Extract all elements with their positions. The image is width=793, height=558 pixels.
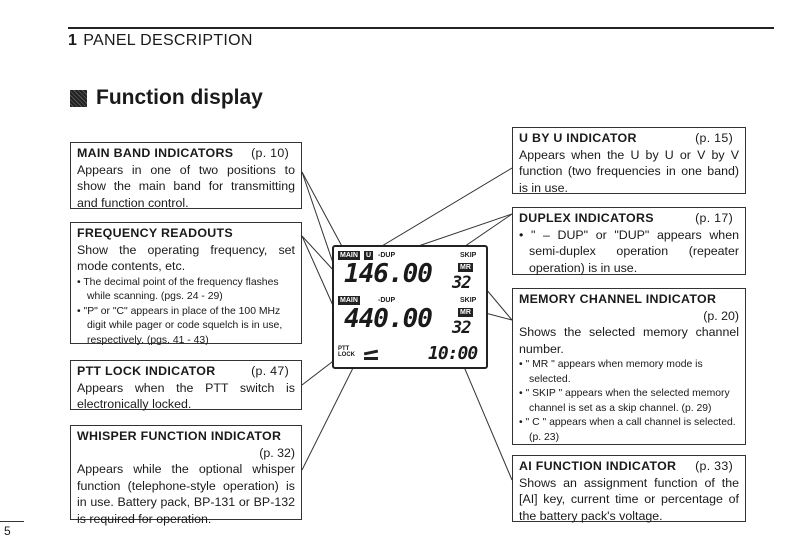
ptt-label: PTT (338, 346, 350, 352)
main-band-text: Appears in one of two positions to show the main band for transmitting and function control. (77, 162, 295, 210)
frequency-bullet-1: • The decimal point of the frequency flashes while scanning. (pgs. 24 - 29) (77, 276, 279, 302)
ptt-lock-box (70, 360, 302, 410)
ai-function-box (512, 455, 746, 522)
dup-indicator-bottom: -DUP (378, 297, 396, 304)
chapter-number: 1 (68, 32, 78, 49)
ptt-lock-title: PTT LOCK INDICATOR (77, 364, 216, 378)
memory-title: MEMORY CHANNEL INDICATOR (519, 292, 717, 306)
frequency-bullet-2: • "P" or "C" appears in place of the 100 MHz digit while pager or code squelch is in use, respectively. (pgs. 41 - 43) (77, 305, 283, 346)
ai-function-text: Shows an assignment function of the [AI] key, current time or percentage of the battery pack's voltage. (519, 475, 739, 523)
channel-readout-top: 32 (452, 273, 471, 293)
frequency-text: Show the operating frequency, set mode contents, etc. (77, 242, 295, 273)
main-band-box (70, 142, 302, 209)
memory-box (512, 288, 746, 445)
ai-function-page-ref: (p. 33) (695, 459, 733, 473)
u-by-u-title: U BY U INDICATOR (519, 131, 637, 145)
dup-indicator-top: -DUP (378, 252, 396, 259)
duplex-page-ref: (p. 17) (695, 211, 733, 225)
whisper-text: Appears while the optional whisper function (telephone-style operation) is in use. Battery pack, BP-131 or BP-132 is required for operation. (77, 462, 295, 526)
memory-page-ref: (p. 20) (703, 308, 739, 323)
ai-function-title: AI FUNCTION INDICATOR (519, 459, 677, 473)
page-heading-text: Function display (96, 86, 263, 109)
frequency-readout-bottom: 440.00 (344, 304, 432, 334)
lock-label: LOCK (338, 352, 355, 358)
u-by-u-page-ref: (p. 15) (695, 131, 733, 145)
ptt-lock-text: Appears when the PTT switch is electronically locked. (77, 380, 295, 411)
main-band-title: MAIN BAND INDICATORS (77, 146, 234, 160)
main-band-page-ref: (p. 10) (251, 146, 289, 160)
whisper-icon (364, 357, 378, 360)
whisper-title: WHISPER FUNCTION INDICATOR (77, 429, 282, 443)
duplex-title: DUPLEX INDICATORS (519, 211, 654, 225)
mr-indicator-top: MR (460, 264, 471, 271)
skip-indicator-bottom: SKIP (460, 297, 477, 304)
ptt-lock-label (338, 346, 355, 358)
main-indicator-bottom: MAIN (340, 297, 358, 304)
page-number-rule (0, 521, 24, 522)
channel-readout-bottom: 32 (452, 318, 471, 338)
ptt-lock-icon (364, 350, 378, 356)
u-by-u-box (512, 127, 746, 194)
duplex-text: • " – DUP" or "DUP" appears when semi-duplex operation (repeater operation) is in use. (519, 227, 739, 275)
ptt-lock-page-ref: (p. 47) (251, 364, 289, 378)
chapter-title: PANEL DESCRIPTION (83, 32, 253, 49)
memory-bullet-2: • " SKIP " appears when the selected memory channel is set as a skip channel. (p. 29) (519, 388, 730, 414)
frequency-box (70, 222, 302, 344)
lcd-display (332, 245, 488, 369)
main-indicator-top: MAIN (340, 252, 358, 259)
memory-bullet-1: • " MR " appears when memory mode is selected. (519, 359, 703, 385)
whisper-page-ref: (p. 32) (259, 445, 295, 460)
u-by-u-text: Appears when the U by U or V by V function (two frequencies in one band) is in use. (519, 147, 739, 195)
memory-bullet-3: • " C " appears when a call channel is selected. (p. 23) (519, 417, 736, 443)
memory-text: Shows the selected memory channel number. (519, 325, 739, 356)
page-number: 5 (4, 524, 11, 538)
whisper-box (70, 425, 302, 526)
frequency-readout-top: 146.00 (344, 259, 432, 289)
duplex-box (512, 207, 746, 275)
ai-time-readout: 10:00 (428, 343, 478, 364)
frequency-title: FREQUENCY READOUTS (77, 226, 233, 240)
mr-indicator-bottom: MR (460, 309, 471, 316)
u-indicator: U (366, 252, 372, 259)
skip-indicator-top: SKIP (460, 252, 477, 259)
